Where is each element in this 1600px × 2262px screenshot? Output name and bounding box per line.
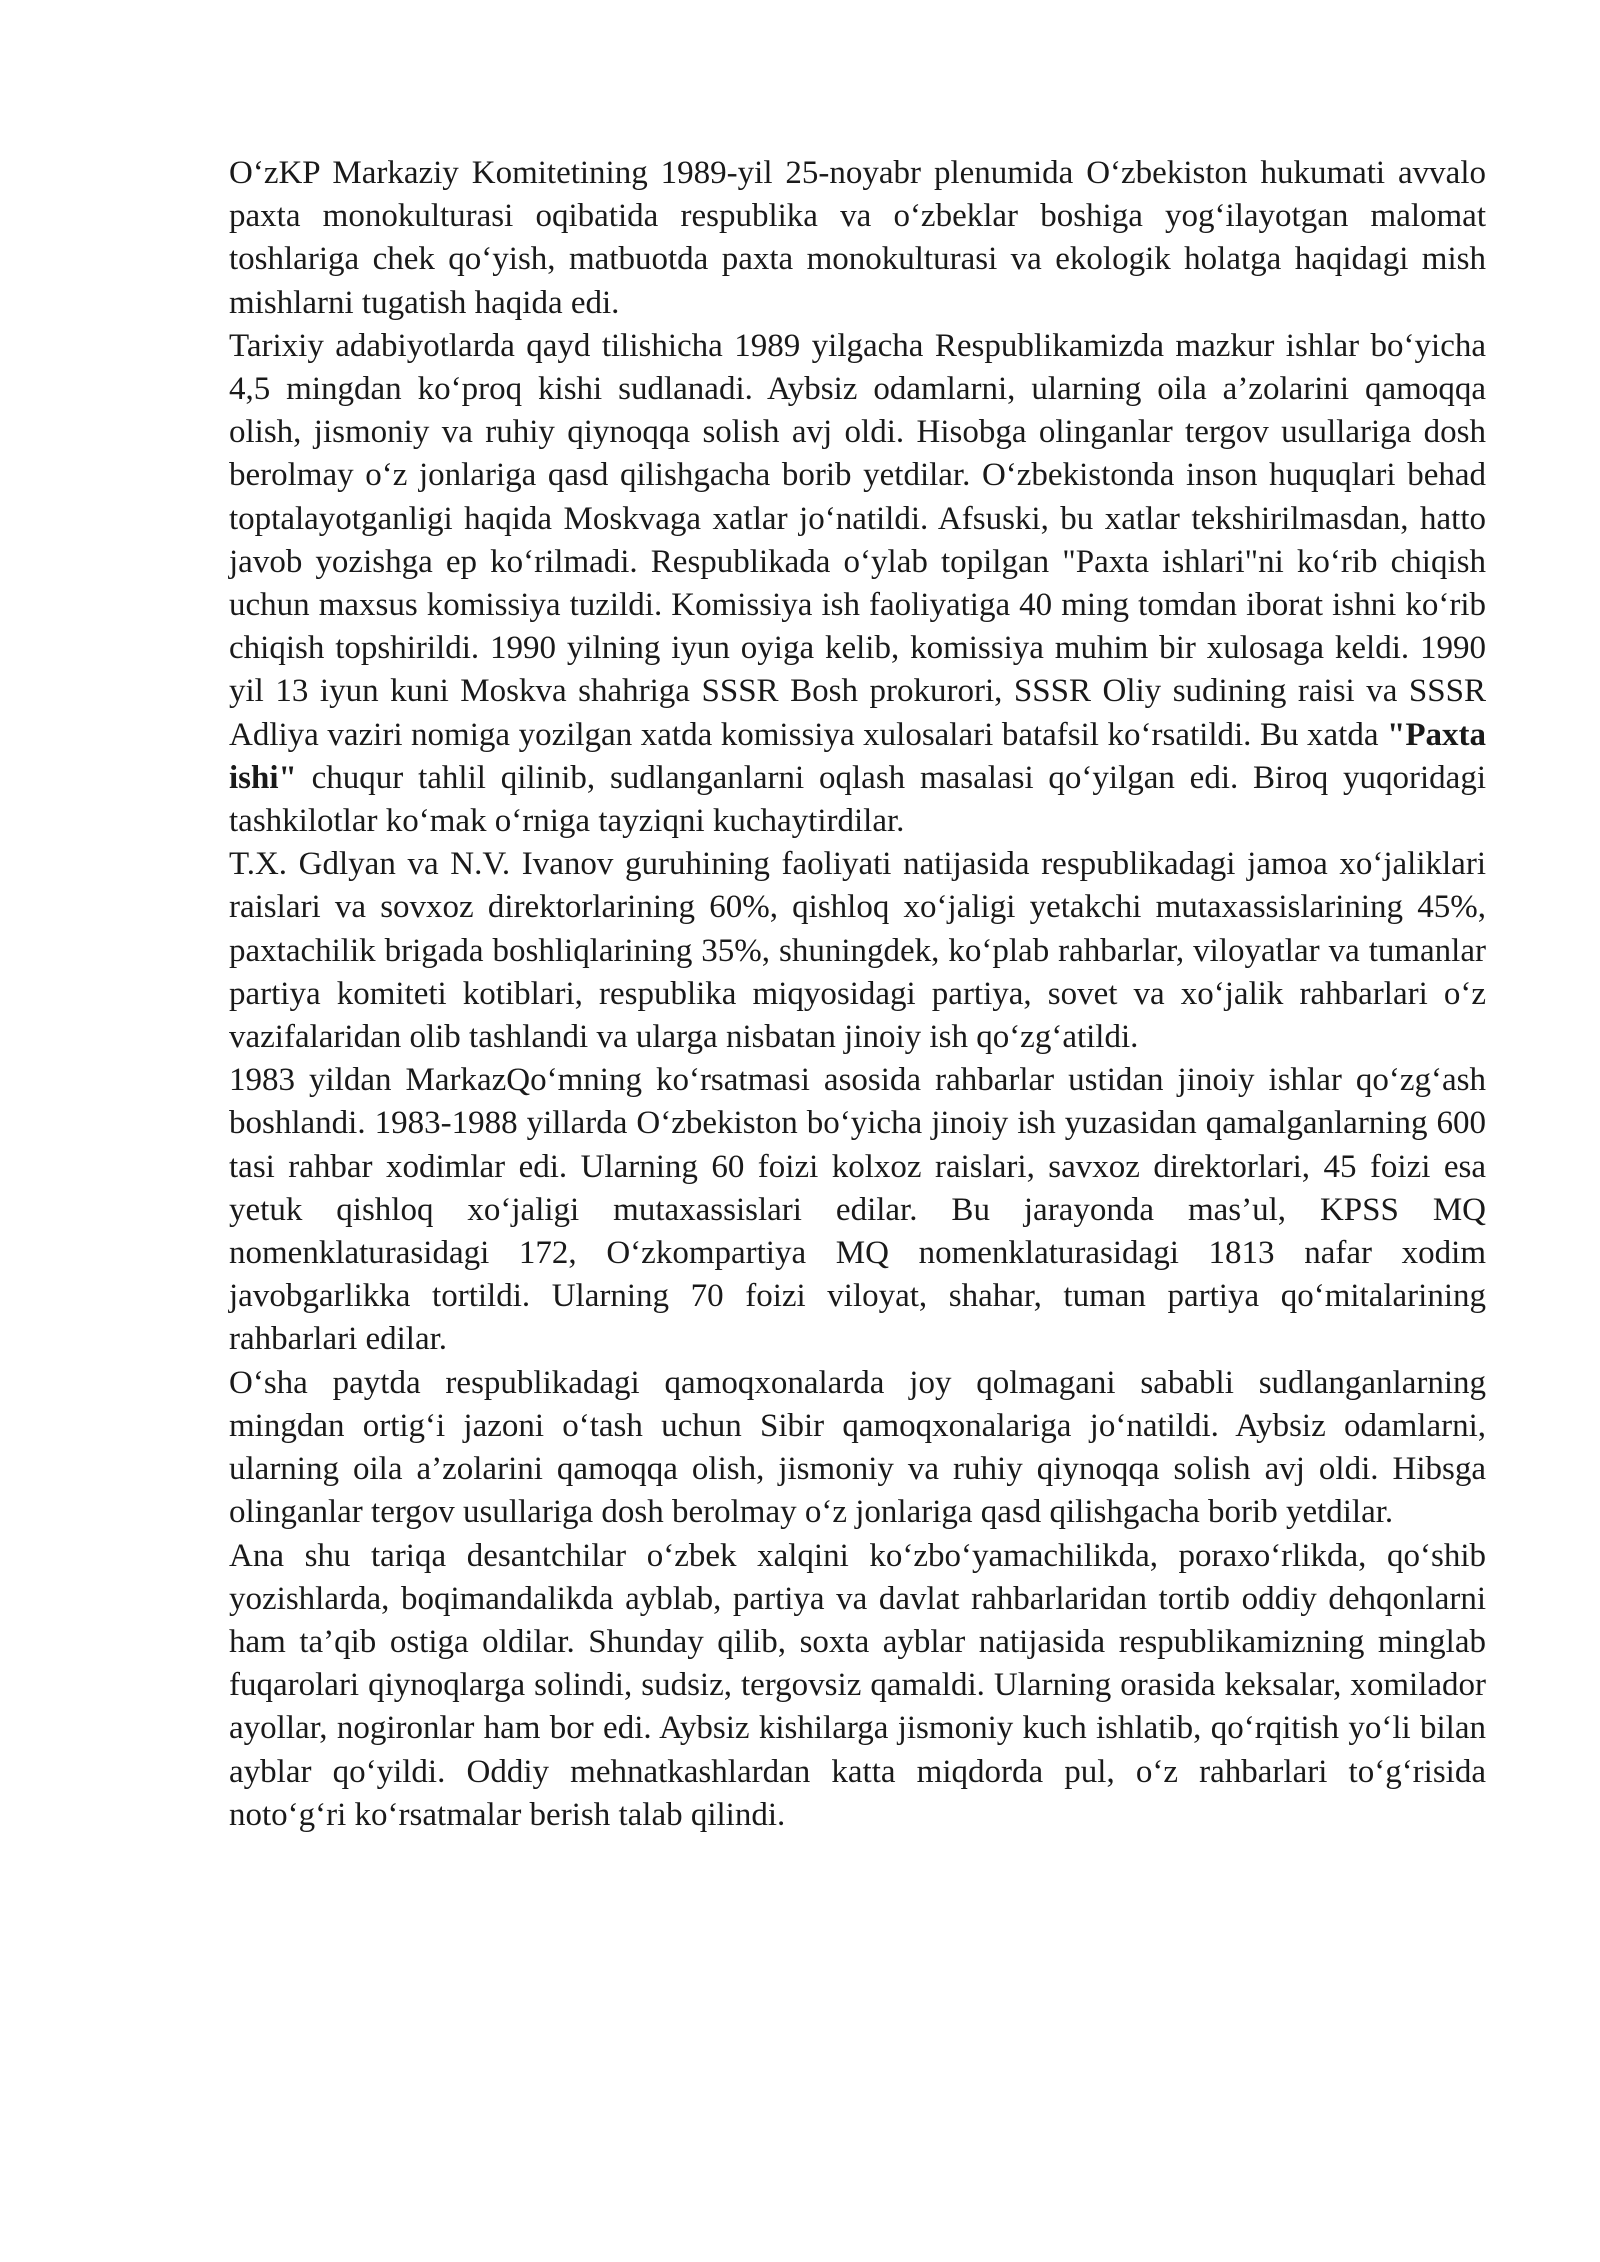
document-page: [229, 152, 1486, 1837]
paragraph-1983: 1983 yildan MarkazQo‘mning ko‘rsatmasi asosida rahbarlar ustidan jinoiy ishlar qo‘zg‘ash boshlandi. 1983-1988 yillarda O‘zbekiston bo‘yicha jinoiy ish yuzasidan qamalganlarning 600 tasi rahbar xodimlar edi. Ularning 60 foizi kolxoz raislari, savxoz direktorlari, 45 foizi esa yetuk qishloq xo‘jaligi mutaxassislari edilar. Bu jarayonda mas’ul, KPSS MQ nomenklaturasidagi 172, O‘zkompartiya MQ nomenklaturasidagi 1813 nafar xodim javobgarlikka tortildi. Ularning 70 foizi viloyat, shahar, tuman partiya qo‘mitalarining rahbarlari edilar.: [229, 1062, 1486, 1358]
paragraph-plenum: O‘zKP Markaziy Komitetining 1989-yil 25-noyabr plenumida O‘zbekiston hukumati avvalo paxta monokulturasi oqibatida respublika va o‘zbeklar boshiga yog‘ilayotgan malomat toshlariga chek qo‘yish, matbuotda paxta monokulturasi va ekologik holatga haqidagi mish mishlarni tugatish haqida edi.: [229, 155, 1486, 321]
paragraph-text: chuqur tahlil qilinib, sudlanganlarni oqlash masalasi qo‘yilgan edi. Biroq yuqoridagi tashkilotlar ko‘mak o‘rniga tayziqni kuchaytirdilar.: [229, 759, 1486, 840]
paragraph-paxta-ishlari: [229, 325, 1486, 843]
bold-phrase: "Paxta ishi": [229, 716, 1486, 796]
paragraph-text: Tarixiy adabiyotlarda qayd tilishicha 1989 yilgacha Respublikamizda mazkur ishlar bo‘yicha 4,5 mingdan ko‘proq kishi sudlanadi. Aybsiz odamlarni, ularning oila a’zolarini qamoqqa olish, jismoniy va ruhiy qiynoqqa solish avj oldi. Hisobga olinganlar tergov usullariga dosh berolmay o‘z jonlariga qasd qilishgacha borib yetdilar. O‘zbekistonda inson huquqlari behad toptalayotganligi haqida Moskvaga xatlar jo‘natildi. Afsuski, bu xatlar tekshirilmasdan, hatto javob yozishga ep ko‘rilmadi. Respublikada o‘ylab topilgan "Paxta ishlari"ni ko‘rib chiqish uchun maxsus komissiya tuzildi. Komissiya ish faoliyatiga 40 ming tomdan iborat ishni ko‘rib chiqish topshirildi. 1990 yilning iyun oyiga kelib, komissiya muhim bir xulosaga keldi. 1990 yil 13 iyun kuni Moskva shahriga SSSR Bosh prokurori, SSSR Oliy sudining raisi va SSSR Adliya vaziri nomiga yozilgan xatda komissiya xulosalari batafsil ko‘rsatildi. Bu xatda: [229, 327, 1486, 753]
paragraph-qamoqxonalar: O‘sha paytda respublikadagi qamoqxonalarda joy qolmagani sababli sudlanganlarning mingdan ortig‘i jazoni o‘tash uchun Sibir qamoqxonalariga jo‘natildi. Aybsiz odamlarni, ularning oila a’zolarini qamoqqa olish, jismoniy va ruhiy qiynoqqa solish avj oldi. Hibsga olinganlar tergov usullariga dosh berolmay o‘z jonlariga qasd qilishgacha borib yetdilar.: [229, 1364, 1486, 1531]
paragraph-gdlyan-ivanov: T.X. Gdlyan va N.V. Ivanov guruhining faoliyati natijasida respublikadagi jamoa xo‘jaliklari raislari va sovxoz direktorlarining 60%, qishloq xo‘jaligi yetakchi mutaxassislarining 45%, paxtachilik brigada boshliqlarining 35%, shuningdek, ko‘plab rahbarlar, viloyatlar va tumanlar partiya komiteti kotiblari, respublika miqyosidagi partiya, sovet va xo‘jalik rahbarlari o‘z vazifalaridan olib tashlandi va ularga nisbatan jinoiy ish qo‘zg‘atildi.: [229, 846, 1486, 1056]
paragraph-desantchilar: Ana shu tariqa desantchilar o‘zbek xalqini ko‘zbo‘yamachilikda, poraxo‘rlikda, qo‘shib yozishlarda, boqimandalikda ayblab, partiya va davlat rahbarlaridan tortib oddiy dehqonlarni ham ta’qib ostiga oldilar. Shunday qilib, soxta ayblar natijasida respublikamizning minglab fuqarolari qiynoqlarga solindi, sudsiz, tergovsiz qamaldi. Ularning orasida keksalar, xomilador ayollar, nogironlar ham bor edi. Aybsiz kishilarga jismoniy kuch ishlatib, qo‘rqitish yo‘li bilan ayblar qo‘yildi. Oddiy mehnatkashlardan katta miqdorda pul, o‘z rahbarlari to‘g‘risida noto‘g‘ri ko‘rsatmalar berish talab qilindi.: [229, 1537, 1486, 1833]
